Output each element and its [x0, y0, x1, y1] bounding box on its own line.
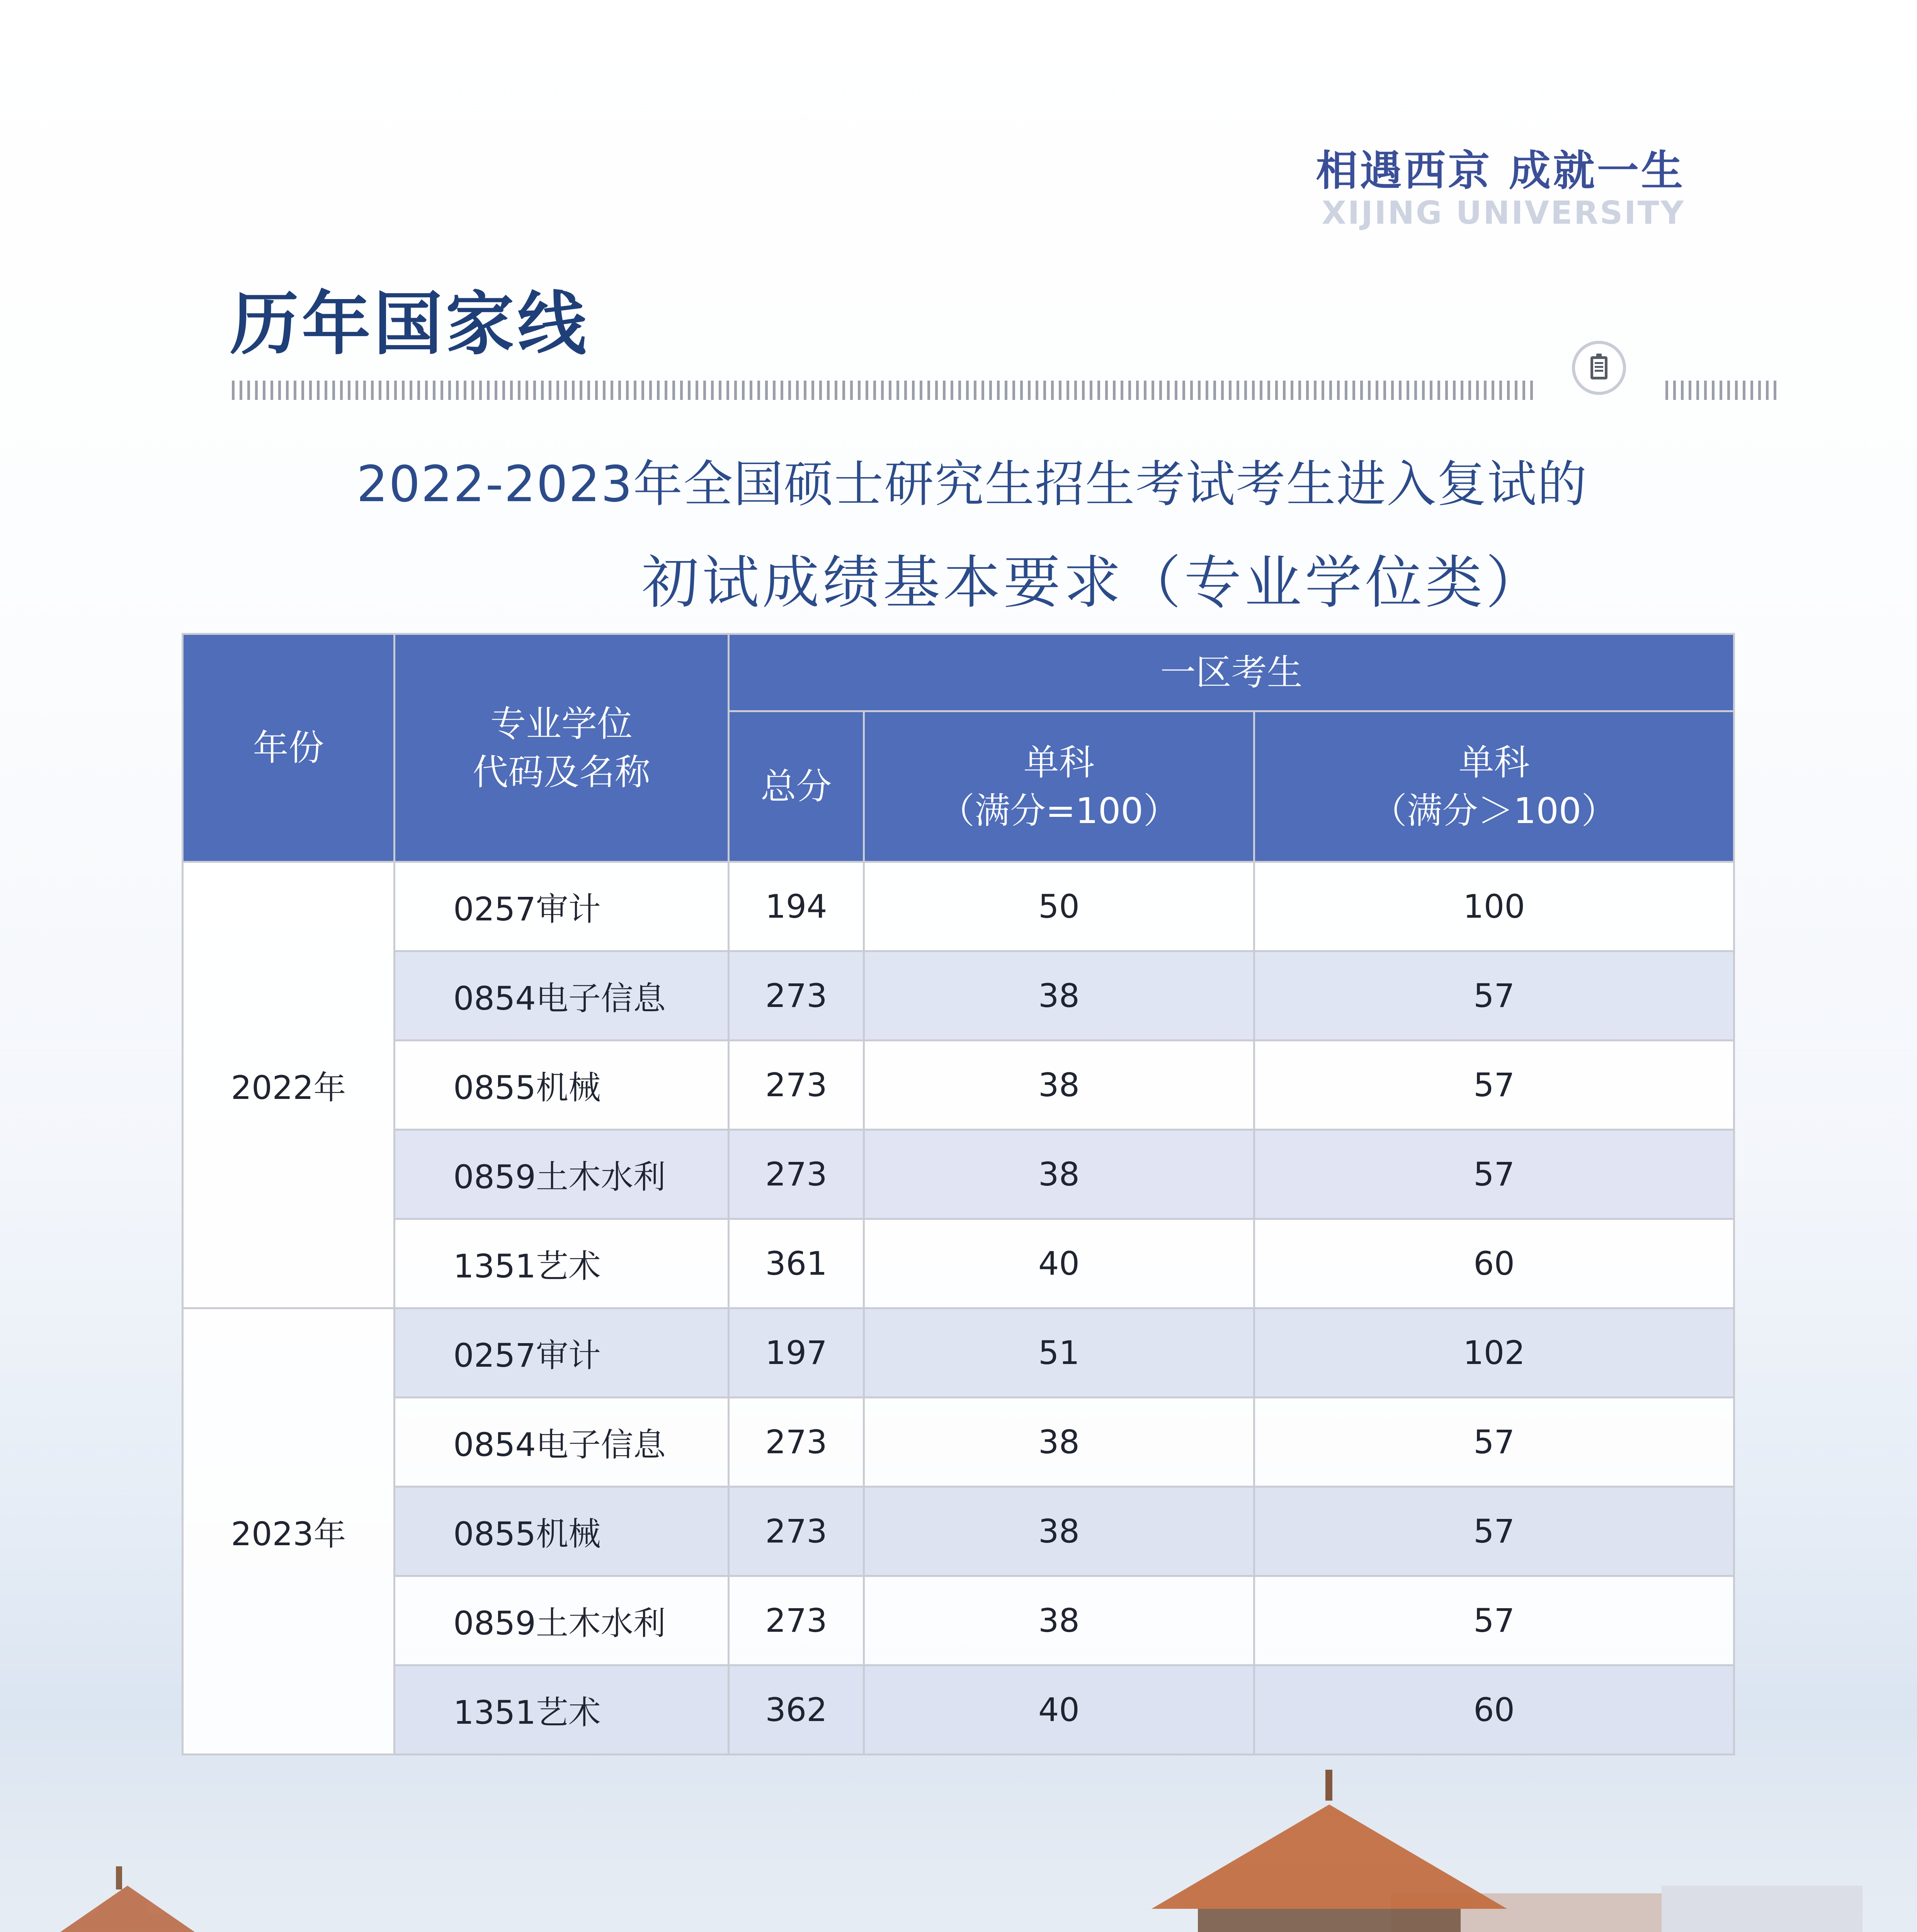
header-single-gt100 [1254, 711, 1734, 862]
single-gt100-cell: 60 [1254, 1219, 1734, 1308]
major-cell: 1351艺术 [395, 1219, 729, 1308]
year-cell: 2023年 [183, 1308, 395, 1755]
total-cell: 273 [729, 1041, 864, 1130]
single-100-cell: 50 [864, 862, 1254, 951]
major-cell: 0855机械 [395, 1487, 729, 1576]
total-cell: 273 [729, 1398, 864, 1487]
table-row [183, 1219, 1734, 1308]
header-single-label: 单科 [1023, 742, 1095, 783]
section-title: 历年国家线 [230, 284, 589, 364]
tagline [1316, 137, 1685, 231]
table-row [183, 1665, 1734, 1755]
header-year: 年份 [183, 634, 395, 862]
header-single-label: 单科 [1458, 742, 1530, 783]
total-cell: 361 [729, 1219, 864, 1308]
single-gt100-cell: 57 [1254, 1398, 1734, 1487]
table-row [183, 951, 1734, 1041]
single-gt100-cell: 102 [1254, 1308, 1734, 1398]
total-cell: 273 [729, 1576, 864, 1665]
single-100-cell: 51 [864, 1308, 1254, 1398]
header-major-line2: 代码及名称 [472, 751, 650, 793]
header-single-gt100-note: （满分＞100） [1371, 790, 1617, 832]
single-gt100-cell: 57 [1254, 1041, 1734, 1130]
table-row [183, 862, 1734, 951]
header-single-100 [864, 711, 1254, 862]
header-major-line1: 专业学位 [490, 703, 633, 745]
major-cell: 1351艺术 [395, 1665, 729, 1755]
table-row [183, 1130, 1734, 1219]
major-cell: 0257审计 [395, 862, 729, 951]
single-gt100-cell: 57 [1254, 951, 1734, 1041]
single-gt100-cell: 60 [1254, 1665, 1734, 1755]
table-row [183, 1041, 1734, 1130]
table-heading-line1: 2022-2023年全国硕士研究生招生考试考生进入复试的 [356, 456, 1588, 513]
single-100-cell: 38 [864, 1041, 1254, 1130]
major-cell: 0859土木水利 [395, 1576, 729, 1665]
table-row [183, 1576, 1734, 1665]
total-cell: 197 [729, 1308, 864, 1398]
major-cell: 0854电子信息 [395, 1398, 729, 1487]
header-major [395, 634, 729, 862]
major-cell: 0257审计 [395, 1308, 729, 1398]
table-row [183, 1308, 1734, 1398]
single-100-cell: 38 [864, 1576, 1254, 1665]
single-100-cell: 38 [864, 1130, 1254, 1219]
table-heading-line2: 初试成绩基本要求（专业学位类） [641, 549, 1546, 616]
total-cell: 273 [729, 1130, 864, 1219]
divider-left [232, 381, 1534, 400]
total-cell: 273 [729, 1487, 864, 1576]
single-100-cell: 40 [864, 1219, 1254, 1308]
single-100-cell: 38 [864, 951, 1254, 1041]
header-total: 总分 [729, 711, 864, 862]
campus-scenery-image [0, 1747, 1917, 1932]
major-cell: 0854电子信息 [395, 951, 729, 1041]
total-cell: 194 [729, 862, 864, 951]
single-gt100-cell: 57 [1254, 1487, 1734, 1576]
slogan: 相遇西京 成就一生 [1316, 147, 1685, 195]
year-cell: 2022年 [183, 862, 395, 1308]
table-row [183, 1487, 1734, 1576]
major-cell: 0855机械 [395, 1041, 729, 1130]
total-cell: 362 [729, 1665, 864, 1755]
university-name: XIJING UNIVERSITY [1322, 195, 1685, 231]
single-gt100-cell: 100 [1254, 862, 1734, 951]
major-cell: 0859土木水利 [395, 1130, 729, 1219]
total-cell: 273 [729, 951, 864, 1041]
header-single-le100: （满分=100） [939, 790, 1179, 832]
clipboard-icon [1572, 341, 1626, 395]
single-gt100-cell: 57 [1254, 1130, 1734, 1219]
divider-right [1665, 381, 1781, 400]
single-100-cell: 38 [864, 1398, 1254, 1487]
header-zone: 一区考生 [729, 634, 1734, 711]
single-100-cell: 40 [864, 1665, 1254, 1755]
single-gt100-cell: 57 [1254, 1576, 1734, 1665]
single-100-cell: 38 [864, 1487, 1254, 1576]
table-row [183, 1398, 1734, 1487]
score-table [182, 633, 1735, 1755]
